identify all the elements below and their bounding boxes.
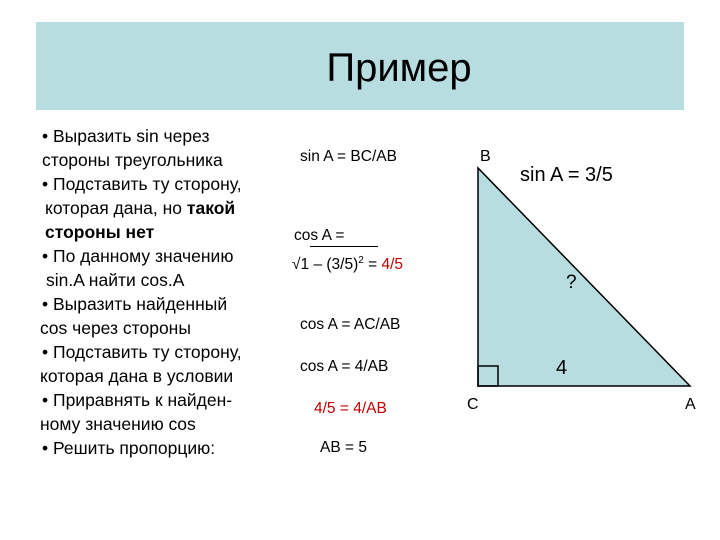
step-6-line-2: ному значению cos <box>40 414 196 434</box>
cos-substitution: cos A = 4/AB <box>300 358 389 375</box>
equation-text: 4/5 = 4/AB <box>314 400 387 417</box>
sin-definition: sin A = BC/AB <box>300 148 397 165</box>
given-sin: sin A = 3/5 <box>520 164 613 186</box>
step-2-line-2-bold: такой <box>186 198 236 218</box>
step-4-line-2: cos через стороны <box>40 318 191 338</box>
leg-ac-length: 4 <box>556 357 568 379</box>
step-3-line-2: sin.A найти cos.A <box>46 270 185 290</box>
step-5-line-1: • Подставить ту сторону, <box>42 342 242 362</box>
step-2-line-2-text: которая дана, но <box>45 198 187 218</box>
step-6-line-1: • Приравнять к найден- <box>42 390 233 410</box>
vertex-b-label: B <box>480 148 491 165</box>
cos-label: cos A = <box>294 227 345 244</box>
step-4-line-1: • Выразить найденный <box>42 294 228 314</box>
cos-definition: cos A = AC/AB <box>300 316 401 333</box>
sqrt-sign: √ <box>292 256 301 274</box>
slide-title: Пример <box>326 46 472 90</box>
step-2-line-3: стороны нет <box>45 222 155 242</box>
radicand: 1 – (3/5) <box>300 256 359 274</box>
hypotenuse-unknown: ? <box>566 272 577 293</box>
step-1-line-2: стороны треугольника <box>42 150 223 170</box>
cos-result: 4/5 <box>381 256 404 274</box>
vertex-a-label: A <box>685 396 696 413</box>
step-5-line-2: которая дана в условии <box>40 366 234 386</box>
vertex-c-label: C <box>467 396 479 413</box>
step-3-line-1: • По данному значению <box>42 246 234 266</box>
answer: AB = 5 <box>320 439 367 456</box>
step-2-line-1: • Подставить ту сторону, <box>42 174 242 194</box>
exponent: 2 <box>358 255 364 266</box>
step-1-line-1: • Выразить sin через <box>42 126 210 146</box>
step-7-line-1: • Решить пропорцию: <box>42 438 216 458</box>
equals-sign: = <box>363 256 382 274</box>
right-triangle <box>478 168 690 386</box>
